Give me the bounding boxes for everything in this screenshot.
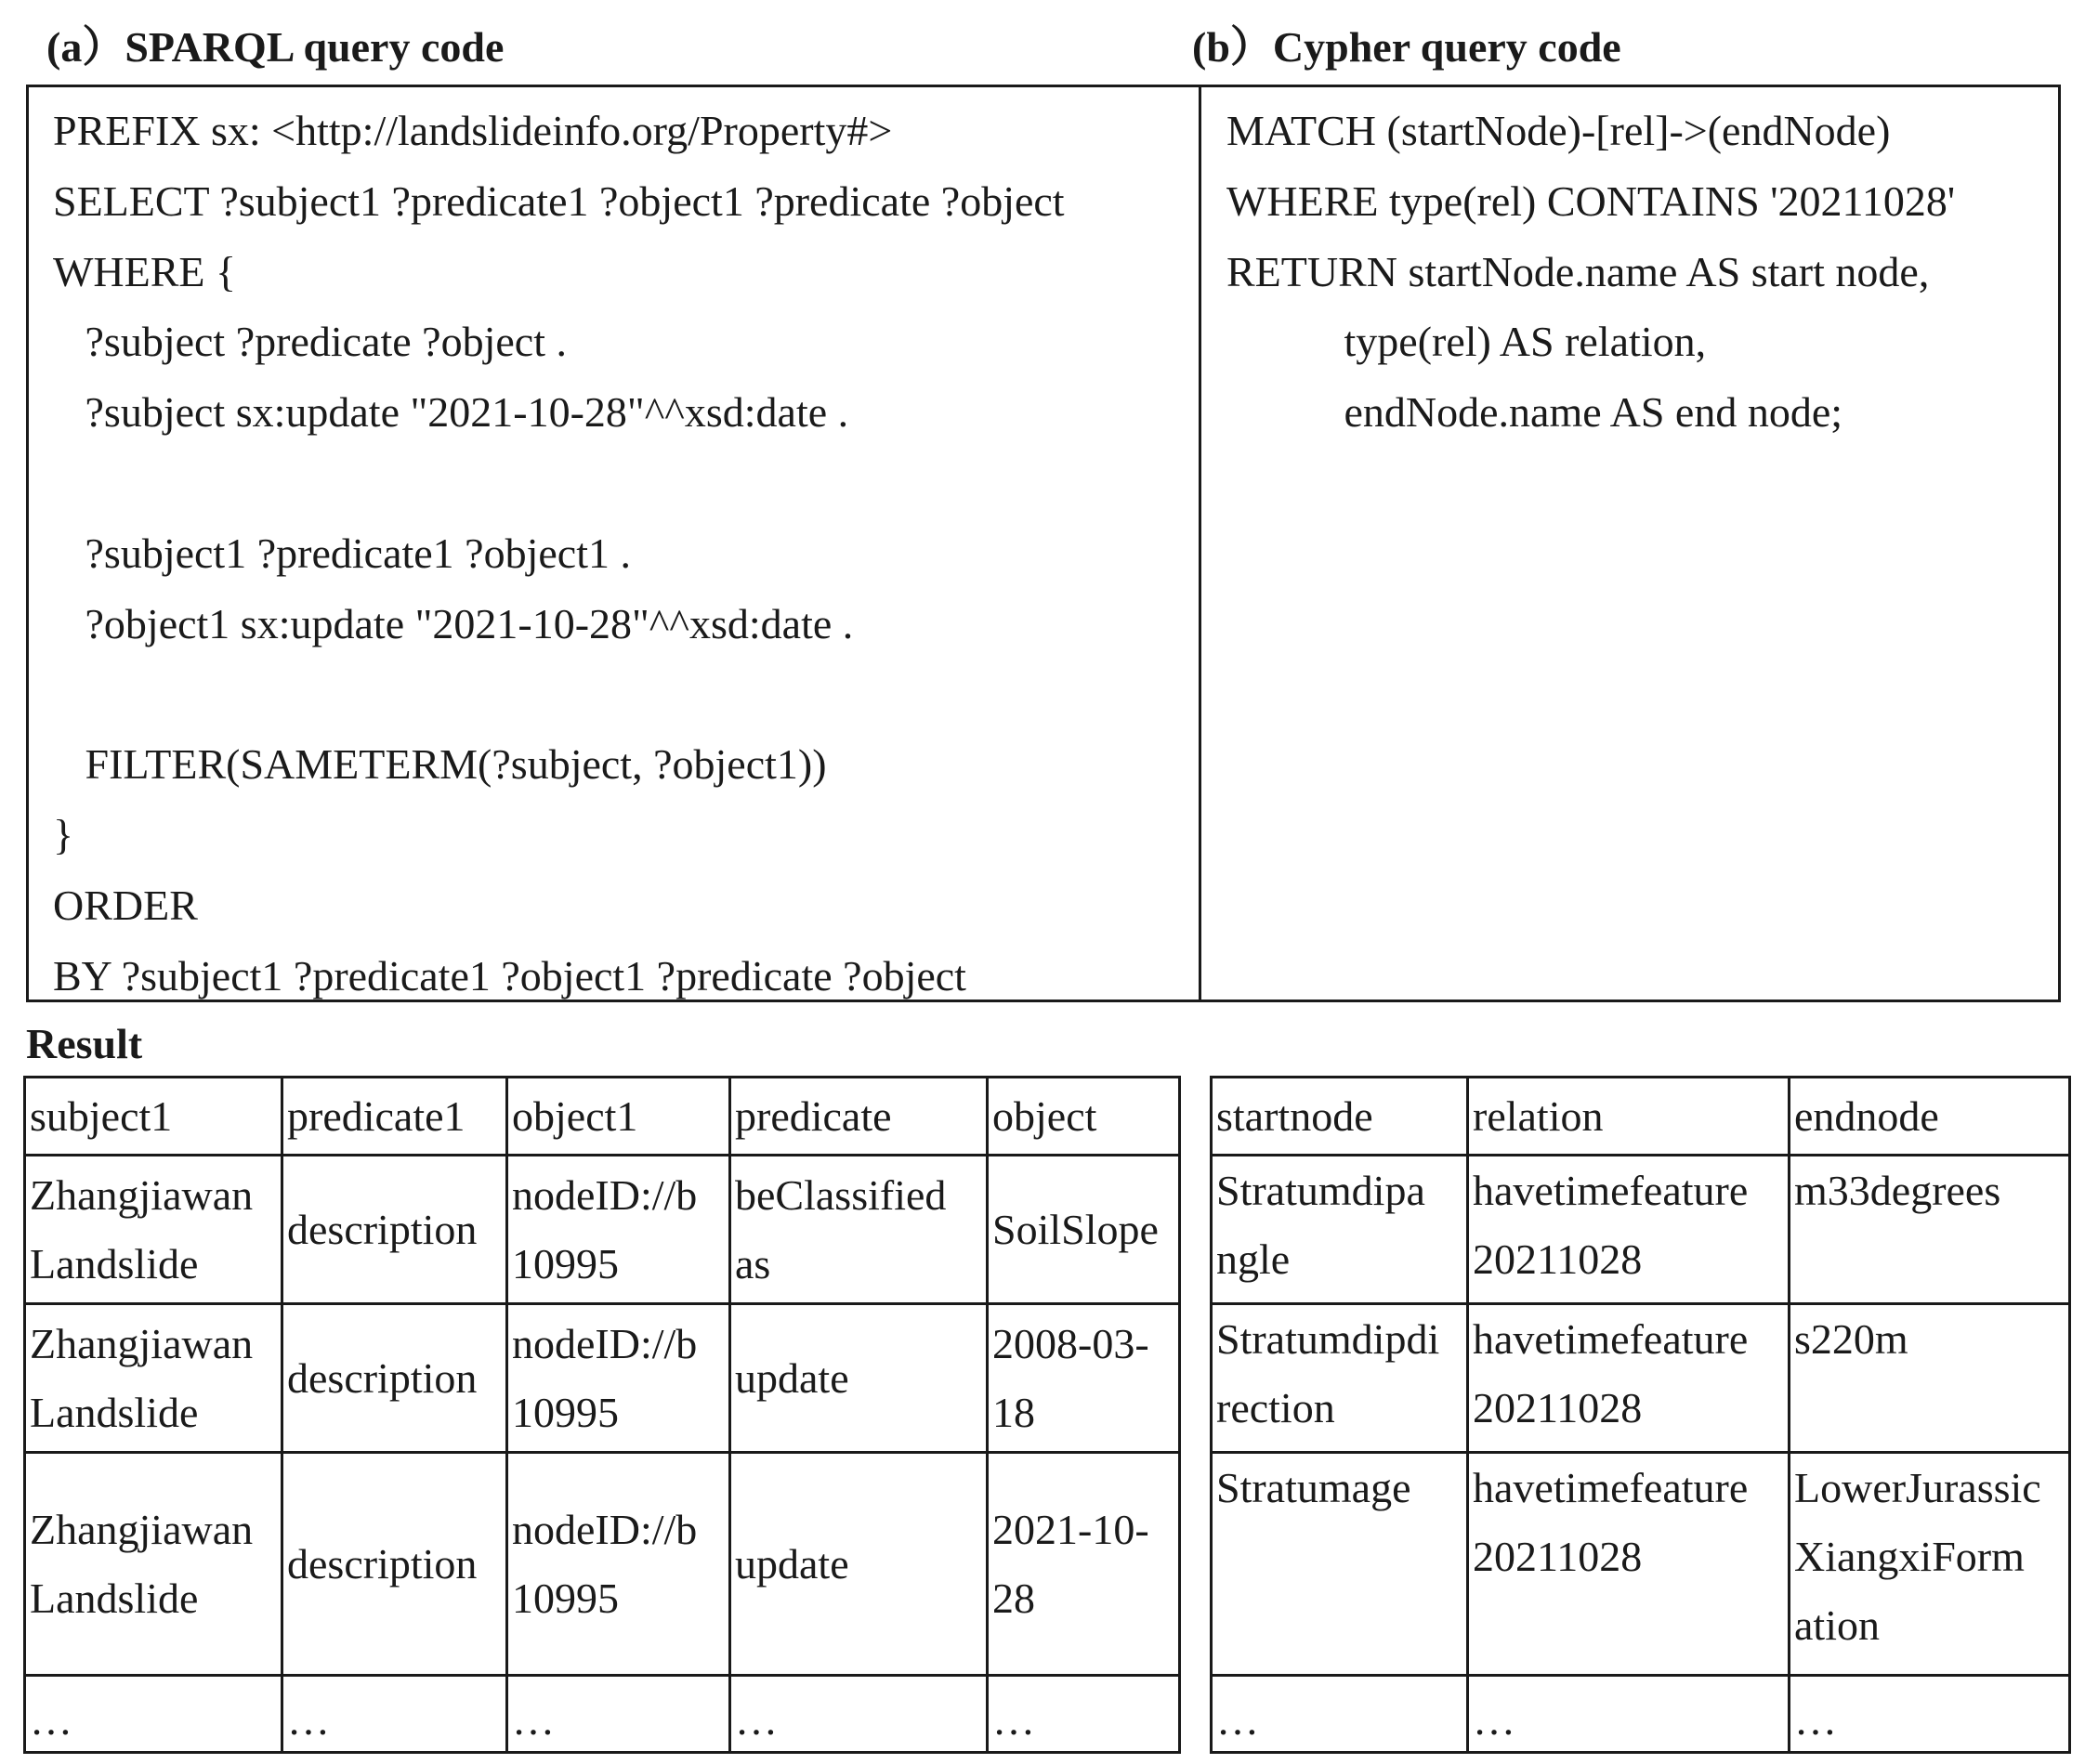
table-cell — [282, 1676, 507, 1753]
cell-line: as — [735, 1239, 771, 1287]
cell-line: Stratumage — [1216, 1464, 1411, 1511]
result-label: Result — [26, 1020, 143, 1067]
cell-line: havetimefeature — [1473, 1315, 1749, 1363]
panel-b-title: (b）Cypher query code — [1192, 23, 1621, 71]
table-cell — [1212, 1453, 1468, 1676]
cypher-code-line: MATCH (startNode)-[rel]->(endNode) — [1226, 107, 1891, 154]
sparql-code-block — [53, 104, 1065, 1019]
table-cell — [1468, 1676, 1790, 1753]
table-cell — [1212, 1676, 1468, 1753]
cell-line: Zhangjiawan — [30, 1170, 254, 1219]
table-cell — [1790, 1676, 2070, 1753]
cell-line: 10995 — [512, 1388, 619, 1436]
cell-line: ngle — [1216, 1235, 1291, 1283]
sparql-code-line: ?subject sx:update "2021-10-28"^^xsd:date . — [53, 388, 849, 437]
cell-line: … — [287, 1696, 330, 1744]
table-cell — [1468, 1453, 1790, 1676]
cell-line: Stratumdipdi — [1216, 1315, 1440, 1363]
sparql-code-line: BY ?subject1 ?predicate1 ?object1 ?predicate ?object — [53, 951, 966, 1000]
column-header: predicate — [730, 1078, 988, 1156]
cell-line: havetimefeature — [1473, 1167, 1749, 1214]
table-header-row — [25, 1078, 1180, 1156]
cell-line: Stratumdipa — [1216, 1167, 1425, 1214]
table-row — [25, 1304, 1180, 1453]
cell-line: description — [287, 1205, 478, 1253]
sparql-code-line — [53, 667, 1065, 738]
table-cell — [282, 1453, 507, 1676]
cell-line: 2021-10- — [992, 1505, 1149, 1553]
table-cell — [507, 1676, 730, 1753]
cell-line: XiangxiForm — [1794, 1533, 2025, 1580]
cell-line: … — [512, 1696, 555, 1744]
cell-line: nodeID://b — [512, 1505, 698, 1553]
cell-line: ation — [1794, 1601, 1880, 1649]
cell-line: havetimefeature — [1473, 1464, 1749, 1511]
table-cell — [25, 1156, 282, 1304]
table-cell — [988, 1304, 1180, 1453]
table-cell — [507, 1453, 730, 1676]
cell-line: 20211028 — [1473, 1235, 1643, 1283]
cypher-code-line: endNode.name AS end node; — [1226, 388, 1843, 437]
cell-line: SoilSlope — [992, 1205, 1159, 1253]
sparql-result-table — [23, 1076, 1181, 1754]
column-header: startnode — [1212, 1078, 1468, 1156]
table-cell — [1790, 1304, 2070, 1453]
code-frame — [26, 85, 2061, 1002]
table-cell — [730, 1676, 988, 1753]
table-row — [25, 1156, 1180, 1304]
cypher-code-line: RETURN startNode.name AS start node, — [1226, 247, 1930, 295]
table-cell — [1790, 1156, 2070, 1304]
cell-line: beClassified — [735, 1170, 947, 1219]
cell-line: s220m — [1794, 1315, 1908, 1363]
cell-line: description — [287, 1353, 478, 1402]
cell-line: description — [287, 1539, 478, 1588]
cell-line: Zhangjiawan — [30, 1319, 254, 1367]
sparql-code-line: ?subject ?predicate ?object . — [53, 318, 567, 366]
cell-line: … — [1473, 1696, 1515, 1744]
sparql-code-line — [53, 456, 1065, 527]
cell-line: nodeID://b — [512, 1319, 698, 1367]
table-cell — [1790, 1453, 2070, 1676]
table-cell — [988, 1676, 1180, 1753]
cell-line: … — [1794, 1696, 1837, 1744]
column-header: object — [988, 1078, 1180, 1156]
sparql-code-line: ORDER — [53, 881, 198, 929]
table-row — [1212, 1453, 2070, 1676]
cell-line: … — [735, 1696, 778, 1744]
table-cell — [507, 1304, 730, 1453]
table-cell — [730, 1453, 988, 1676]
cell-line: update — [735, 1539, 849, 1588]
table-row — [25, 1453, 1180, 1676]
cell-line: … — [30, 1696, 72, 1744]
table-cell — [507, 1156, 730, 1304]
table-cell — [282, 1156, 507, 1304]
sparql-code-line: FILTER(SAMETERM(?subject, ?object1)) — [53, 740, 827, 789]
table-cell — [988, 1156, 1180, 1304]
cypher-code-line: type(rel) AS relation, — [1226, 318, 1707, 366]
sparql-code-line: } — [53, 810, 74, 858]
table-row — [1212, 1156, 2070, 1304]
table-cell — [730, 1304, 988, 1453]
table-cell — [988, 1453, 1180, 1676]
table-cell — [730, 1156, 988, 1304]
cell-line: Zhangjiawan — [30, 1505, 254, 1553]
cell-line: rection — [1216, 1384, 1335, 1431]
table-cell — [1468, 1156, 1790, 1304]
table-cell — [25, 1453, 282, 1676]
cypher-result-table — [1210, 1076, 2071, 1754]
sparql-code-line: ?object1 sx:update "2021-10-28"^^xsd:date . — [53, 599, 854, 647]
table-cell — [1212, 1304, 1468, 1453]
table-cell — [1212, 1156, 1468, 1304]
sparql-code-line: PREFIX sx: <http://landslideinfo.org/Property#> — [53, 107, 893, 154]
table-row — [1212, 1304, 2070, 1453]
cell-line: 20211028 — [1473, 1533, 1643, 1580]
cell-line: Landslide — [30, 1239, 199, 1287]
column-header: subject1 — [25, 1078, 282, 1156]
cell-line: Landslide — [30, 1388, 199, 1436]
cell-line: 10995 — [512, 1574, 619, 1622]
sparql-code-line: WHERE { — [53, 247, 237, 295]
code-divider — [1199, 87, 1201, 1000]
column-header: relation — [1468, 1078, 1790, 1156]
cell-line: LowerJurassic — [1794, 1464, 2041, 1511]
cell-line: Landslide — [30, 1574, 199, 1622]
table-header-row — [1212, 1078, 2070, 1156]
cell-line: 28 — [992, 1574, 1035, 1622]
cell-line: 18 — [992, 1388, 1035, 1436]
table-row — [25, 1676, 1180, 1753]
sparql-code-line: SELECT ?subject1 ?predicate1 ?object1 ?predicate ?object — [53, 176, 1065, 225]
cell-line: m33degrees — [1794, 1167, 2001, 1214]
cypher-code-block — [1226, 104, 1955, 456]
cell-line: 2008-03- — [992, 1319, 1149, 1367]
cell-line: nodeID://b — [512, 1170, 698, 1219]
cell-line: update — [735, 1353, 849, 1402]
column-header: endnode — [1790, 1078, 2070, 1156]
table-cell — [25, 1304, 282, 1453]
table-cell — [25, 1676, 282, 1753]
table-cell — [1468, 1304, 1790, 1453]
table-cell — [282, 1304, 507, 1453]
panel-a-title: (a）SPARQL query code — [46, 23, 505, 71]
column-header: object1 — [507, 1078, 730, 1156]
cell-line: … — [1216, 1696, 1259, 1744]
column-header: predicate1 — [282, 1078, 507, 1156]
cell-line: … — [992, 1696, 1035, 1744]
cypher-code-line: WHERE type(rel) CONTAINS '20211028' — [1226, 176, 1956, 225]
cell-line: 10995 — [512, 1239, 619, 1287]
cell-line: 20211028 — [1473, 1384, 1643, 1431]
sparql-code-line: ?subject1 ?predicate1 ?object1 . — [53, 529, 631, 577]
table-row — [1212, 1676, 2070, 1753]
